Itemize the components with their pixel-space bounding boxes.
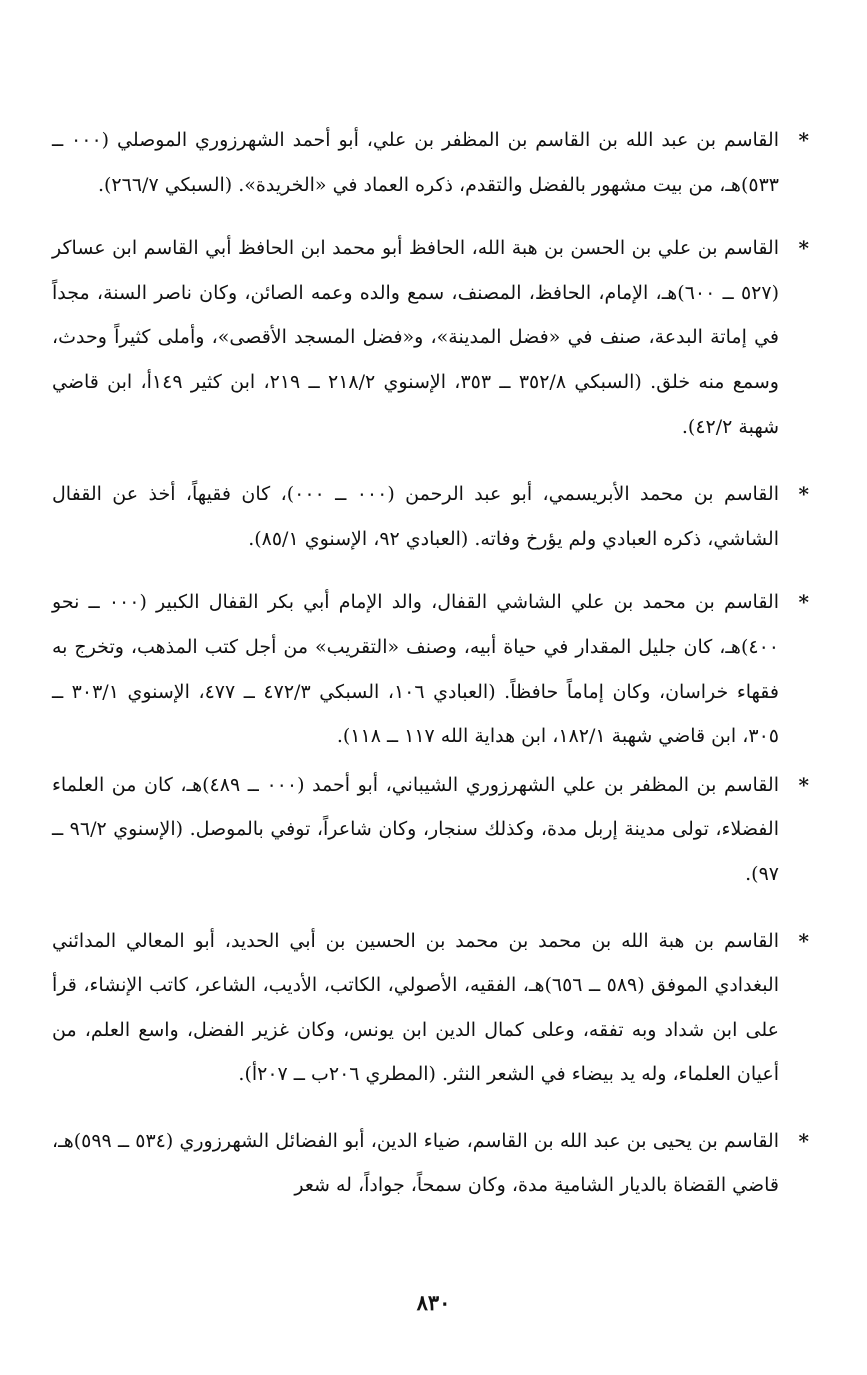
asterisk-marker: *: [798, 590, 809, 615]
entry-al-qasim-ibn-yahya: [52, 1119, 809, 1208]
entry-text: القاسم بن يحيى بن عبد الله بن القاسم، ضياء الدين، أبو الفضائل الشهرزوري (٥٣٤ ــ ٥٩٩)هـ، قاضي القضاة بالديار الشامية مدة، وكان سمحاً، جواداً، له شعر: [52, 1129, 779, 1197]
asterisk-marker: *: [798, 1128, 809, 1153]
asterisk-marker: *: [798, 236, 809, 261]
biography-entries: [52, 118, 809, 1208]
entry-text: القاسم بن علي بن الحسن بن هبة الله، الحافظ أبو محمد ابن الحافظ أبي القاسم ابن عساكر (٥٢٧ ــ ٦٠٠)هـ، الإمام، الحافظ، المصنف، سمع والده وعمه الصائن، وكان ناصر السنة، مجداً في إماتة البدعة، صنف في «فضل المدينة»، و«فضل المسجد الأقصى»، وأملى كثيراً وحدث، وسمع منه خلق. (السبكي ٣٥٢/٨ ــ ٣٥٣، الإسنوي ٢١٨/٢ ــ ٢١٩، ابن كثير ١٤٩أ، ابن قاضي شهبة ٤٢/٢).: [52, 237, 779, 438]
asterisk-marker: *: [798, 772, 809, 797]
entry-al-qasim-al-shashi: [52, 580, 809, 758]
entry-text: القاسم بن محمد بن علي الشاشي القفال، والد الإمام أبي بكر القفال الكبير (٠٠٠ ــ نحو ٤٠٠)هـ، كان جليل المقدار في حياة أبيه، وصنف «التقريب» من أجل كتب المذهب، وتخرج به فقهاء خراسان، وكان إماماً حافظاً. (العبادي ١٠٦، السبكي ٤٧٢/٣ ــ ٤٧٧، الإسنوي ٣٠٣/١ ــ ٣٠٥، ابن قاضي شهبة ١٨٢/١، ابن هداية الله ١١٧ ــ ١١٨).: [52, 591, 779, 748]
entry-text: القاسم بن هبة الله بن محمد بن محمد بن الحسين بن أبي الحديد، أبو المعالي المدائني البغدادي الموفق (٥٨٩ ــ ٦٥٦)هـ، الفقيه، الأصولي، الكاتب، الأديب، الشاعر، كاتب الإنشاء، قرأ على ابن شداد وبه تفقه، وعلى كمال الدين ابن يونس، وكان غزير الفضل، واسع العلم، من أعيان العلماء، وله يد بيضاء في الشعر النثر. (المطري ٢٠٦ب ــ ٢٠٧أ).: [52, 929, 780, 1086]
asterisk-marker: *: [798, 928, 809, 953]
entry-text: القاسم بن المظفر بن علي الشهرزوري الشيباني، أبو أحمد (٠٠٠ ــ ٤٨٩)هـ، كان من العلماء الفضلاء، تولى مدينة إربل مدة، وكذلك سنجار، وكان شاعراً، توفي بالموصل. (الإسنوي ٩٦/٢ ــ ٩٧).: [52, 773, 779, 885]
asterisk-marker: *: [798, 128, 809, 152]
asterisk-marker: *: [798, 482, 809, 507]
entry-al-qasim-ibn-abi-al-hadid: [52, 919, 809, 1097]
entry-text: القاسم بن عبد الله بن القاسم بن المظفر بن علي، أبو أحمد الشهرزوري الموصلي (٠٠٠ ــ ٥٣٣)هـ، من بيت مشهور بالفضل والتقدم، ذكره العماد في «الخريدة». (السبكي ٢٦٦/٧).: [52, 129, 779, 196]
entry-al-qasim-ibn-abdullah: [52, 118, 809, 207]
entry-text: القاسم بن محمد الأبريسمي، أبو عبد الرحمن (٠٠٠ ــ ٠٠٠)، كان فقيهاً، أخذ عن القفال الشاشي، ذكره العبادي ولم يؤرخ وفاته. (العبادي ٩٢، الإسنوي ٨٥/١).: [52, 483, 779, 550]
entry-al-qasim-al-abrisami: [52, 472, 809, 561]
page-number: ٨٣٠: [416, 1290, 451, 1315]
entry-al-qasim-al-shaybani: [52, 763, 809, 897]
entry-al-qasim-ibn-asakir: [52, 226, 809, 449]
